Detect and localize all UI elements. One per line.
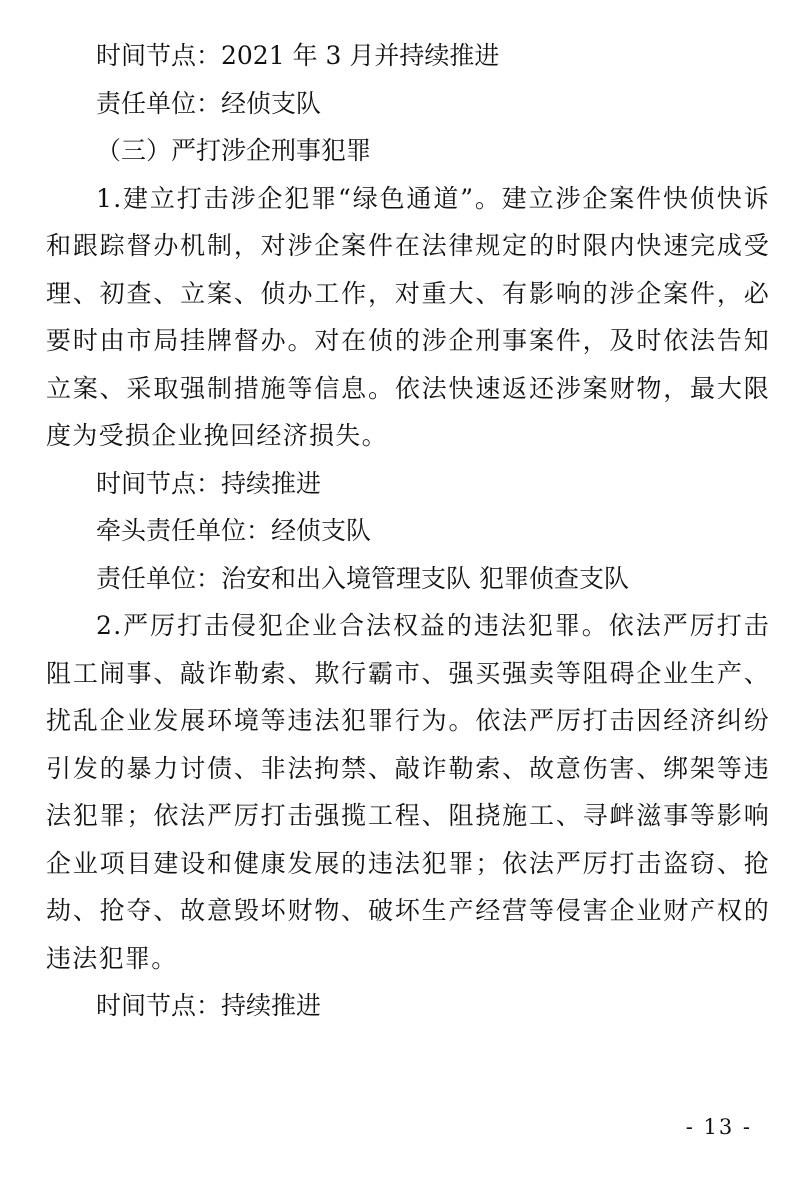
- page-content: [46, 32, 770, 1030]
- item-1-responsible-unit-line: 责任单位：治安和出入境管理支队 犯罪侦查支队: [96, 563, 629, 593]
- page-number: - 13 -: [685, 1115, 752, 1139]
- item-2-time-node-line: 时间节点：持续推进: [96, 991, 322, 1020]
- section-heading: （三）严打涉企刑事犯罪: [96, 136, 372, 165]
- time-node-line: 时间节点：2021 年 3 月并持续推进: [96, 41, 500, 70]
- responsible-unit-line: 责任单位：经侦支队: [96, 88, 322, 118]
- item-1-time-node-line: 时间节点：持续推进: [96, 468, 322, 498]
- item-1-lead-unit-line: 牵头责任单位：经侦支队: [96, 516, 372, 545]
- item-1-paragraph: 1.建立打击涉企犯罪“绿色通道”。建立涉企案件快侦快诉和跟踪督办机制，对涉企案件在法律规定的时限内快速完成受理、初查、立案、侦办工作，对重大、有影响的涉企案件，必要时由市局挂牌督办。对在侦的涉企刑事案件，及时依法告知立案、采取强制措施等信息。依法快速返还涉案财物，最大限度为受损企业挽回经济损失。: [46, 183, 770, 450]
- item-2-paragraph: 2.严厉打击侵犯企业合法权益的违法犯罪。依法严厉打击阻工闹事、敲诈勒索、欺行霸市、强买强卖等阻碍企业生产、扰乱企业发展环境等违法犯罪行为。依法严厉打击因经济纠纷引发的暴力讨债、非法拘禁、敲诈勒索、故意伤害、绑架等违法犯罪；依法严厉打击强揽工程、阻挠施工、寻衅滋事等影响企业项目建设和健康发展的违法犯罪；依法严厉打击盗窃、抢劫、抢夺、故意毁坏财物、破坏生产经营等侵害企业财产权的违法犯罪。: [46, 611, 770, 973]
